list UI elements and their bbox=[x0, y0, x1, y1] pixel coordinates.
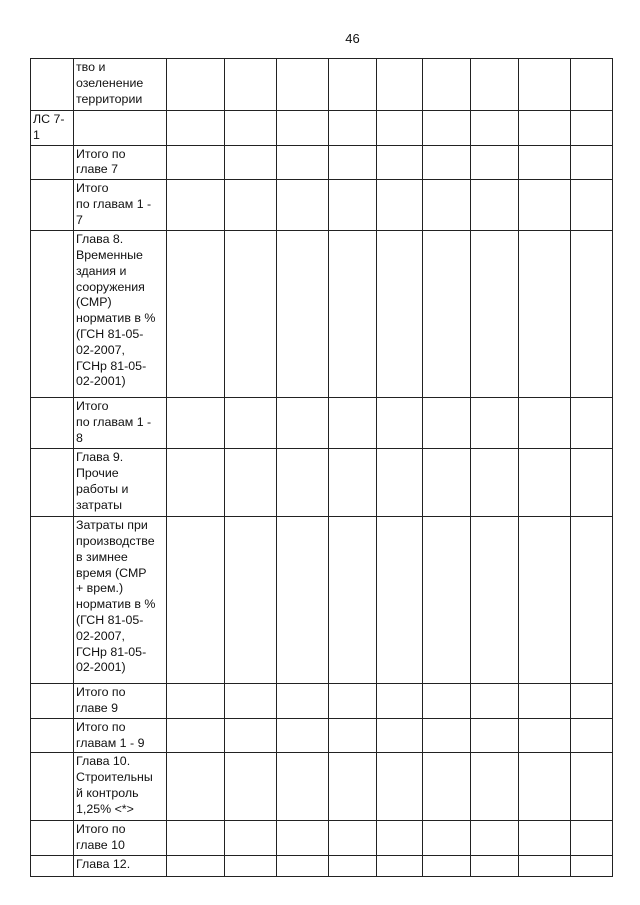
empty-value-cell bbox=[167, 111, 225, 146]
empty-value-cell bbox=[329, 231, 377, 398]
empty-value-cell bbox=[277, 111, 329, 146]
empty-value-cell bbox=[423, 517, 471, 684]
empty-value-cell bbox=[571, 231, 613, 398]
empty-value-cell bbox=[277, 753, 329, 821]
empty-value-cell bbox=[277, 398, 329, 449]
empty-value-cell bbox=[423, 111, 471, 146]
table-row bbox=[31, 449, 613, 517]
empty-value-cell bbox=[277, 718, 329, 753]
empty-value-cell bbox=[519, 145, 571, 180]
row-code-cell bbox=[31, 517, 74, 684]
empty-value-cell bbox=[571, 111, 613, 146]
empty-value-cell bbox=[167, 145, 225, 180]
empty-value-cell bbox=[423, 231, 471, 398]
empty-value-cell bbox=[167, 449, 225, 517]
empty-value-cell bbox=[519, 718, 571, 753]
empty-value-cell bbox=[277, 821, 329, 856]
empty-value-cell bbox=[329, 59, 377, 111]
empty-value-cell bbox=[225, 111, 277, 146]
empty-value-cell bbox=[225, 180, 277, 231]
row-name-cell: Затраты при производстве в зимнее время (СМР + врем.) норматив в % (ГСН 81-05- 02-2007, ГСНр 81-05- 02-2001) bbox=[74, 517, 167, 684]
empty-value-cell bbox=[277, 517, 329, 684]
empty-value-cell bbox=[571, 684, 613, 719]
row-code-cell bbox=[31, 180, 74, 231]
row-name-cell: Итого по главе 7 bbox=[74, 145, 167, 180]
empty-value-cell bbox=[423, 753, 471, 821]
empty-value-cell bbox=[277, 145, 329, 180]
empty-value-cell bbox=[519, 821, 571, 856]
empty-value-cell bbox=[329, 398, 377, 449]
empty-value-cell bbox=[329, 145, 377, 180]
table-row bbox=[31, 145, 613, 180]
empty-value-cell bbox=[571, 59, 613, 111]
empty-value-cell bbox=[471, 517, 519, 684]
empty-value-cell bbox=[329, 821, 377, 856]
empty-value-cell bbox=[519, 111, 571, 146]
empty-value-cell bbox=[167, 684, 225, 719]
empty-value-cell bbox=[377, 231, 423, 398]
empty-value-cell bbox=[377, 821, 423, 856]
empty-value-cell bbox=[167, 855, 225, 876]
empty-value-cell bbox=[167, 398, 225, 449]
row-name-cell: Итого по главе 9 bbox=[74, 684, 167, 719]
table-row bbox=[31, 59, 613, 111]
row-name-cell: Глава 9. Прочие работы и затраты bbox=[74, 449, 167, 517]
empty-value-cell bbox=[471, 180, 519, 231]
table-row bbox=[31, 111, 613, 146]
empty-value-cell bbox=[519, 231, 571, 398]
empty-value-cell bbox=[225, 718, 277, 753]
row-name-cell: Глава 12. bbox=[74, 855, 167, 876]
empty-value-cell bbox=[471, 145, 519, 180]
row-name-cell: тво и озеленение территории bbox=[74, 59, 167, 111]
empty-value-cell bbox=[423, 855, 471, 876]
empty-value-cell bbox=[377, 111, 423, 146]
empty-value-cell bbox=[225, 231, 277, 398]
empty-value-cell bbox=[519, 449, 571, 517]
empty-value-cell bbox=[377, 449, 423, 517]
empty-value-cell bbox=[225, 517, 277, 684]
empty-value-cell bbox=[423, 180, 471, 231]
page-number: 46 bbox=[345, 31, 360, 46]
empty-value-cell bbox=[471, 231, 519, 398]
empty-value-cell bbox=[225, 855, 277, 876]
table-row bbox=[31, 517, 613, 684]
empty-value-cell bbox=[377, 855, 423, 876]
table-row bbox=[31, 684, 613, 719]
empty-value-cell bbox=[225, 753, 277, 821]
empty-value-cell bbox=[329, 855, 377, 876]
empty-value-cell bbox=[423, 684, 471, 719]
table-row bbox=[31, 753, 613, 821]
empty-value-cell bbox=[277, 59, 329, 111]
empty-value-cell bbox=[329, 449, 377, 517]
row-name-cell bbox=[74, 111, 167, 146]
empty-value-cell bbox=[471, 684, 519, 719]
row-code-cell bbox=[31, 753, 74, 821]
empty-value-cell bbox=[519, 398, 571, 449]
table-row bbox=[31, 718, 613, 753]
row-code-cell bbox=[31, 855, 74, 876]
row-code-cell: ЛС 7- 1 bbox=[31, 111, 74, 146]
empty-value-cell bbox=[471, 111, 519, 146]
empty-value-cell bbox=[167, 753, 225, 821]
row-code-cell bbox=[31, 718, 74, 753]
row-code-cell bbox=[31, 398, 74, 449]
empty-value-cell bbox=[329, 718, 377, 753]
empty-value-cell bbox=[225, 821, 277, 856]
empty-value-cell bbox=[329, 180, 377, 231]
empty-value-cell bbox=[471, 449, 519, 517]
empty-value-cell bbox=[167, 821, 225, 856]
empty-value-cell bbox=[471, 753, 519, 821]
row-code-cell bbox=[31, 59, 74, 111]
empty-value-cell bbox=[471, 821, 519, 856]
row-name-cell: Итого по главам 1 - 7 bbox=[74, 180, 167, 231]
empty-value-cell bbox=[167, 180, 225, 231]
empty-value-cell bbox=[167, 231, 225, 398]
empty-value-cell bbox=[571, 398, 613, 449]
empty-value-cell bbox=[423, 145, 471, 180]
empty-value-cell bbox=[329, 111, 377, 146]
empty-value-cell bbox=[423, 718, 471, 753]
empty-value-cell bbox=[225, 684, 277, 719]
empty-value-cell bbox=[571, 180, 613, 231]
empty-value-cell bbox=[329, 684, 377, 719]
empty-value-cell bbox=[167, 517, 225, 684]
row-name-cell: Глава 10. Строительны й контроль 1,25% <*> bbox=[74, 753, 167, 821]
empty-value-cell bbox=[225, 398, 277, 449]
empty-value-cell bbox=[377, 517, 423, 684]
empty-value-cell bbox=[329, 517, 377, 684]
row-code-cell bbox=[31, 145, 74, 180]
empty-value-cell bbox=[167, 59, 225, 111]
empty-value-cell bbox=[571, 855, 613, 876]
empty-value-cell bbox=[571, 449, 613, 517]
empty-value-cell bbox=[423, 59, 471, 111]
estimate-table bbox=[30, 58, 613, 877]
row-name-cell: Глава 8. Временные здания и сооружения (СМР) норматив в % (ГСН 81-05- 02-2007, ГСНр 81-05- 02-2001) bbox=[74, 231, 167, 398]
row-code-cell bbox=[31, 449, 74, 517]
empty-value-cell bbox=[519, 855, 571, 876]
empty-value-cell bbox=[377, 59, 423, 111]
empty-value-cell bbox=[519, 517, 571, 684]
empty-value-cell bbox=[277, 449, 329, 517]
empty-value-cell bbox=[225, 449, 277, 517]
empty-value-cell bbox=[519, 753, 571, 821]
table-row bbox=[31, 855, 613, 876]
row-code-cell bbox=[31, 231, 74, 398]
empty-value-cell bbox=[571, 753, 613, 821]
row-name-cell: Итого по главе 10 bbox=[74, 821, 167, 856]
empty-value-cell bbox=[329, 753, 377, 821]
row-name-cell: Итого по главам 1 - 9 bbox=[74, 718, 167, 753]
empty-value-cell bbox=[277, 855, 329, 876]
empty-value-cell bbox=[277, 180, 329, 231]
table-row bbox=[31, 231, 613, 398]
empty-value-cell bbox=[167, 718, 225, 753]
empty-value-cell bbox=[471, 398, 519, 449]
row-name-cell: Итого по главам 1 - 8 bbox=[74, 398, 167, 449]
empty-value-cell bbox=[377, 398, 423, 449]
empty-value-cell bbox=[519, 180, 571, 231]
empty-value-cell bbox=[377, 753, 423, 821]
table-row bbox=[31, 398, 613, 449]
empty-value-cell bbox=[277, 684, 329, 719]
empty-value-cell bbox=[571, 718, 613, 753]
empty-value-cell bbox=[377, 684, 423, 719]
empty-value-cell bbox=[571, 145, 613, 180]
table-row bbox=[31, 821, 613, 856]
empty-value-cell bbox=[225, 59, 277, 111]
empty-value-cell bbox=[377, 180, 423, 231]
empty-value-cell bbox=[519, 59, 571, 111]
empty-value-cell bbox=[277, 231, 329, 398]
empty-value-cell bbox=[423, 821, 471, 856]
empty-value-cell bbox=[377, 718, 423, 753]
row-code-cell bbox=[31, 821, 74, 856]
empty-value-cell bbox=[225, 145, 277, 180]
empty-value-cell bbox=[471, 855, 519, 876]
empty-value-cell bbox=[571, 517, 613, 684]
empty-value-cell bbox=[471, 718, 519, 753]
empty-value-cell bbox=[571, 821, 613, 856]
empty-value-cell bbox=[519, 684, 571, 719]
empty-value-cell bbox=[423, 398, 471, 449]
empty-value-cell bbox=[377, 145, 423, 180]
table-row bbox=[31, 180, 613, 231]
empty-value-cell bbox=[423, 449, 471, 517]
row-code-cell bbox=[31, 684, 74, 719]
empty-value-cell bbox=[471, 59, 519, 111]
